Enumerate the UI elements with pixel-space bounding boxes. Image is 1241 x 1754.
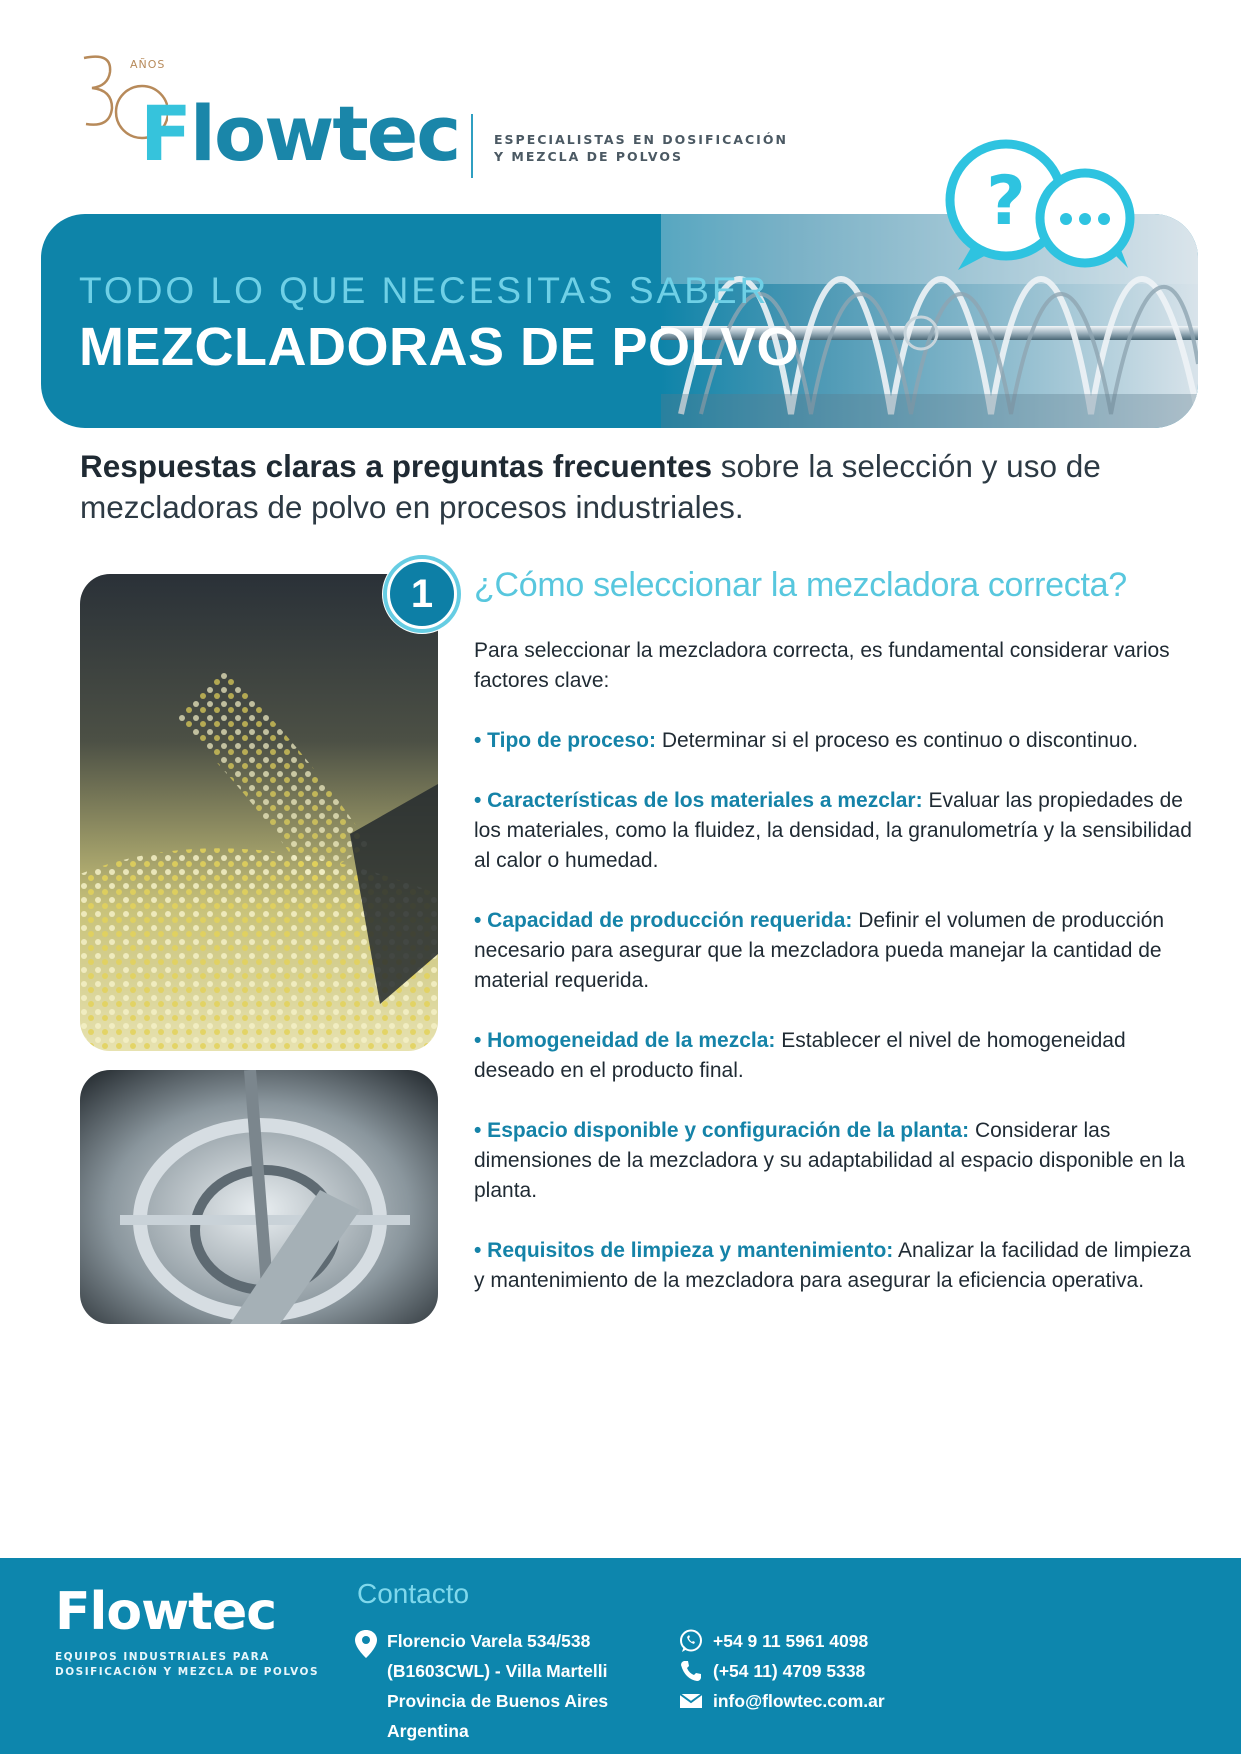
list-item-lead: • Características de los materiales a mezclar:: [474, 789, 923, 812]
footer-contacts: [713, 1626, 885, 1716]
footer-address: [387, 1626, 608, 1746]
section-intro: Para seleccionar la mezcladora correcta, es fundamental considerar varios factores clave:: [474, 639, 1170, 692]
list-item: [474, 1236, 1194, 1296]
list-item-text: Considerar las dimensiones de la mezcladora y su adaptabilidad al espacio disponible en la planta.: [474, 1119, 1185, 1202]
pellets-photo: [80, 574, 438, 1051]
footer-tagline-line2: DOSIFICACIÓN Y MEZCLA DE POLVOS: [55, 1666, 320, 1678]
section-question: ¿Cómo seleccionar la mezcladora correcta?: [474, 566, 1127, 604]
section-number: 1: [387, 559, 457, 629]
banner-title: MEZCLADORAS DE POLVO: [79, 317, 800, 377]
anniversary-label: AÑOS: [130, 58, 166, 71]
email-icon: [679, 1689, 703, 1713]
list-item: [474, 1026, 1194, 1086]
email-link[interactable]: info@flowtec.com.ar: [713, 1691, 885, 1711]
address-line: Argentina: [387, 1721, 469, 1741]
address-line: Provincia de Buenos Aires: [387, 1691, 609, 1711]
phone-icon: [679, 1659, 703, 1683]
chat-bubble-icon: [1040, 173, 1130, 268]
footer: [0, 1558, 1241, 1754]
list-item-text: Analizar la facilidad de limpieza y mantenimiento de la mezcladora para asegurar la eficiencia operativa.: [474, 1239, 1191, 1292]
address-line: (B1603CWL) - Villa Martelli: [387, 1661, 608, 1681]
mixer-interior-photo: [80, 1070, 438, 1324]
intro-text: [80, 446, 1160, 528]
list-item-text: Definir el volumen de producción necesario para asegurar que la mezcladora pueda manejar la cantidad de material requerida.: [474, 909, 1165, 992]
address-line: Florencio Varela 534/538: [387, 1631, 591, 1651]
list-item: [474, 786, 1194, 876]
phone-number[interactable]: (+54 11) 4709 5338: [713, 1661, 866, 1681]
list-item-lead: • Espacio disponible y configuración de la planta:: [474, 1119, 970, 1142]
section-content: [474, 636, 1194, 1326]
header-tagline-line1: ESPECIALISTAS EN DOSIFICACIÓN: [494, 132, 788, 147]
intro-bold: Respuestas claras a preguntas frecuentes: [80, 448, 713, 484]
list-item-text: Determinar si el proceso es continuo o discontinuo.: [656, 729, 1139, 752]
section-number-badge: [382, 554, 462, 634]
list-item-lead: • Capacidad de producción requerida:: [474, 909, 853, 932]
svg-text:?: ?: [986, 162, 1026, 241]
list-item-lead: • Requisitos de limpieza y mantenimiento:: [474, 1239, 894, 1262]
list-item-lead: • Homogeneidad de la mezcla:: [474, 1029, 776, 1052]
footer-brand-logo[interactable]: Flowtec: [55, 1582, 277, 1642]
list-item-text: Establecer el nivel de homogeneidad deseado en el producto final.: [474, 1029, 1126, 1082]
list-item-text: Evaluar las propiedades de los materiales, como la fluidez, la densidad, la granulometría y la sensibilidad al calor o humedad.: [474, 789, 1192, 872]
intro-rest: sobre la selección y uso de mezcladoras de polvo en procesos industriales.: [80, 448, 1101, 525]
header-tagline: [494, 131, 788, 165]
list-item: [474, 726, 1194, 756]
list-item: [474, 906, 1194, 996]
list-item: [474, 1116, 1194, 1206]
brand-logo-rest: lowtec: [189, 89, 460, 178]
whatsapp-number[interactable]: +54 9 11 5961 4098: [713, 1631, 869, 1651]
footer-tagline-line1: EQUIPOS INDUSTRIALES PARA: [55, 1651, 270, 1663]
location-pin-icon: [355, 1630, 377, 1658]
contact-title: Contacto: [357, 1578, 470, 1609]
brand-logo[interactable]: Flowtec: [140, 89, 460, 178]
footer-tagline: [55, 1650, 319, 1680]
banner-subtitle: TODO LO QUE NECESITAS SABER: [79, 270, 770, 311]
header-divider: [471, 114, 473, 178]
header-tagline-line2: Y MEZCLA DE POLVOS: [494, 149, 683, 164]
list-item-lead: • Tipo de proceso:: [474, 729, 656, 752]
faq-bubbles-graphic: [942, 138, 1138, 276]
whatsapp-icon: [679, 1629, 703, 1653]
